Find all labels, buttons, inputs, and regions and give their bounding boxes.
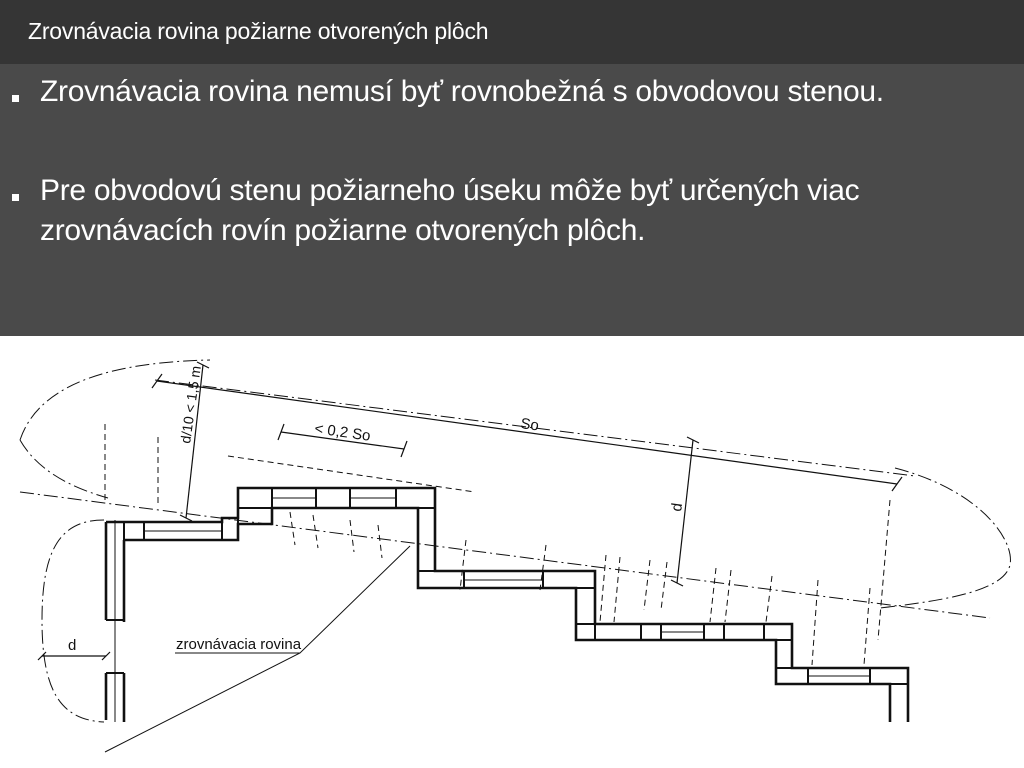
dash-dot-lines	[20, 360, 1010, 618]
left-ellipse	[42, 520, 104, 722]
bullet-text-2	[40, 171, 859, 251]
slide-title: Zrovnávacia rovina požiarne otvorených plôch	[28, 18, 489, 44]
bullet-text-1: Zrovnávacia rovina nemusí byť rovnobežná s obvodovou stenou.	[40, 75, 884, 108]
wall-outer-line	[106, 488, 908, 722]
bullet-marker	[12, 95, 19, 102]
label-02-so: < 0,2 So	[313, 420, 372, 445]
label-d10: d/10 < 1,5 m	[177, 364, 204, 445]
label-so: So	[519, 415, 540, 435]
wall-openings	[106, 488, 908, 684]
bullet-text-2-line-2: zrovnávacích rovín požiarne otvorených plôch.	[40, 214, 646, 247]
technical-drawing	[0, 336, 1024, 768]
bullet-content	[0, 64, 1024, 336]
bullet-text-2-line-1: Pre obvodovú stenu požiarneho úseku môže byť určených viac	[40, 174, 860, 207]
title-bar	[0, 0, 1024, 64]
label-d-right: d	[668, 501, 687, 513]
label-d-left: d	[68, 637, 77, 654]
bullet-marker	[12, 194, 19, 201]
label-reference-plane: zrovnávacia rovina	[176, 636, 302, 653]
dashed-parallels	[105, 424, 890, 665]
